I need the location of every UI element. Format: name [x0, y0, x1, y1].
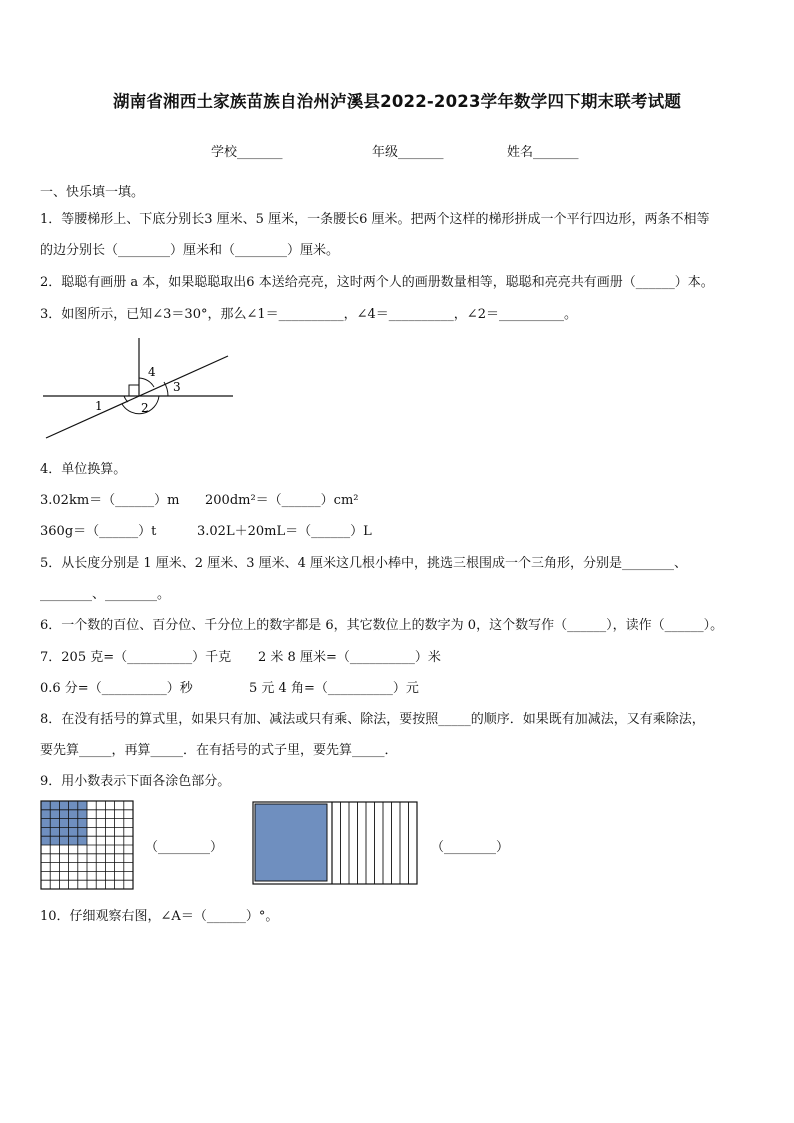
school-field: 学校_______: [211, 145, 283, 160]
angle-label-4: 4: [148, 365, 156, 379]
slanted-line: [46, 356, 228, 438]
shaded-square: [255, 804, 327, 881]
q7-a: 7．205 克=（__________）千克: [40, 650, 232, 665]
q2-text: 2．聪聪有画册 a 本，如果聪聪取出6 本送给亮亮，这时两个人的画册数量相等，聪聪和亮亮共有画册（______）本。: [40, 275, 714, 290]
section-heading: 一、快乐填一填。: [40, 185, 145, 200]
q4-b: 200dm²＝（______）cm²: [205, 493, 359, 508]
right-angle-mark: [129, 385, 139, 396]
angle4-arc: [139, 378, 154, 387]
name-field: 姓名_______: [507, 145, 579, 160]
q5-line1: 5．从长度分别是 1 厘米、2 厘米、3 厘米、4 厘米这几根小棒中，挑选三根围成一个三角形，分别是________、: [40, 556, 688, 571]
q7-d: 5 元 4 角=（__________）元: [249, 681, 419, 696]
angle-label-2: 2: [141, 401, 149, 415]
q1-line1: 1．等腰梯形上、下底分别长3 厘米、5 厘米，一条腰长6 厘米。把两个这样的梯形拼成一个平行四边形，两条不相等: [40, 212, 710, 227]
q7-b: 2 米 8 厘米=（__________）米: [258, 650, 441, 665]
angle-label-3: 3: [173, 380, 181, 394]
q3-text: 3．如图所示，已知∠3＝30°，那么∠1＝__________，∠4＝__________，∠2＝__________。: [40, 307, 577, 322]
q4-text: 4．单位换算。: [40, 462, 127, 477]
page-title: 湖南省湘西土家族苗族自治州泸溪县2022-2023学年数学四下期末联考试题: [112, 92, 682, 111]
grade-field: 年级_______: [372, 145, 444, 160]
strip-figure: [252, 801, 418, 885]
q9-blank-1: （________）: [145, 840, 224, 855]
q9-blank-2: （________）: [431, 840, 510, 855]
q4-c: 360g＝（______）t: [40, 524, 157, 539]
q4-d: 3.02L＋20mL＝（______）L: [197, 524, 372, 539]
shaded-region: [41, 801, 87, 845]
angle-figure: [38, 330, 238, 445]
q7-c: 0.6 分=（__________）秒: [40, 681, 193, 696]
q6-text: 6．一个数的百位、百分位、千分位上的数字都是 6，其它数位上的数字为 0，这个数写作（______），读作（______）。: [40, 618, 724, 633]
q5-line2: ________、________。: [40, 587, 171, 602]
q8-line2: 要先算_____，再算_____．在有括号的式子里，要先算_____．: [40, 743, 398, 758]
q8-line1: 8．在没有括号的算式里，如果只有加、减法或只有乘、除法，要按照_____的顺序．如果既有加减法，又有乘除法，: [40, 712, 705, 727]
q10-text: 10．仔细观察右图，∠A＝（______）°。: [40, 909, 279, 924]
q1-line2: 的边分别长（________）厘米和（________）厘米。: [40, 243, 340, 258]
q4-a: 3.02km＝（______）m: [40, 493, 180, 508]
angle-label-1: 1: [95, 399, 103, 413]
q9-text: 9．用小数表示下面各涂色部分。: [40, 774, 231, 789]
hundred-grid-figure: [40, 800, 134, 890]
angle1-arc: [124, 396, 128, 402]
